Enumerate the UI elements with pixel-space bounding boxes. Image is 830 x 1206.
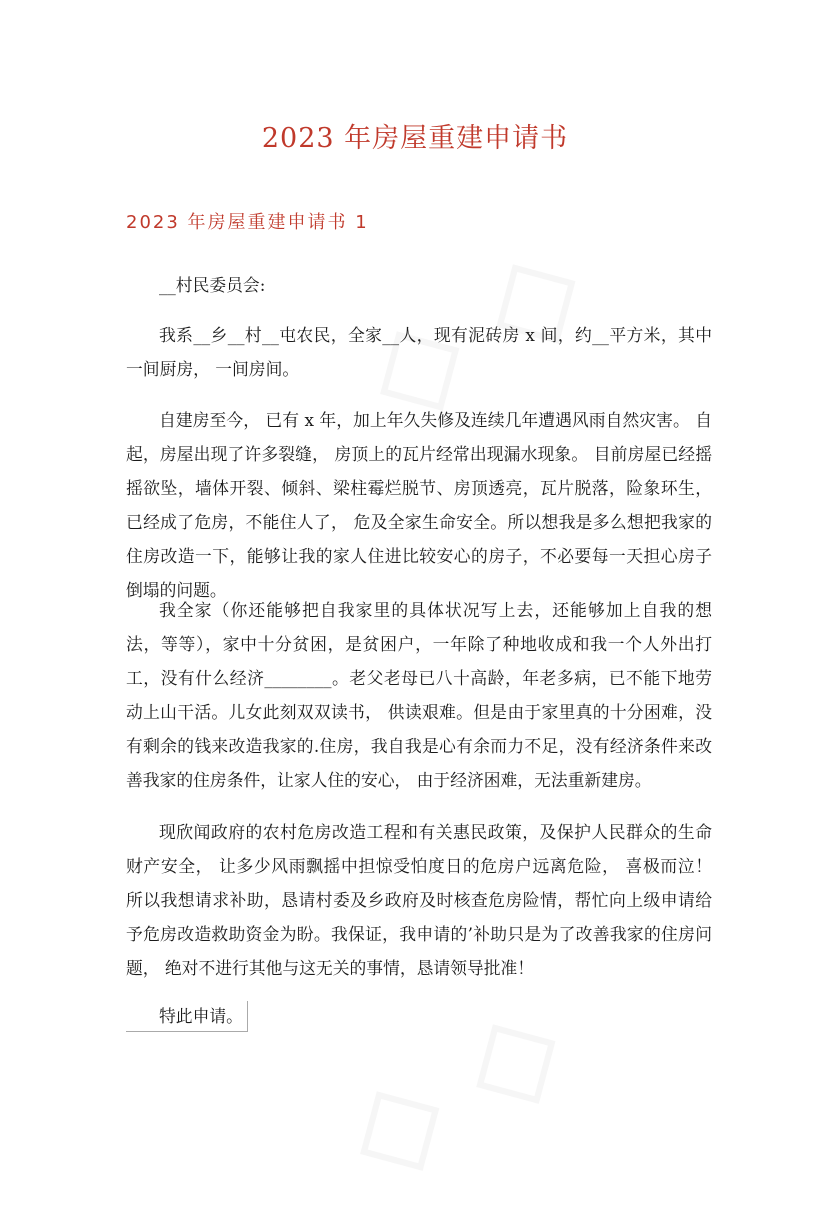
salutation: __村民委员会: [159, 275, 266, 295]
paragraph-1: 我系__乡__村__屯农民，全家__人，现有泥砖房 x 间，约__平方米，其中一间厨房， 一间房间。 [126, 325, 712, 379]
paragraph-3: 我全家（你还能够把自我家里的具体状况写上去，还能够加上自我的想法，等等），家中十分贫困，是贫困户，一年除了种地收成和我一个人外出打工，没有什么经济________。老父老母已八十高龄，年老多病，已不能下地劳动上山干活。儿女此刻双双读书， 供读艰难。但是由于家里真的十分困难，没有剩余的钱来改造我家的.住房，我自我是心有余而力不足，没有经济条件来改善我家的住房条件，让家人住的安心， 由于经济困难，无法重新建房。 [126, 600, 712, 790]
closing-text: 特此申请。 [126, 1001, 248, 1032]
paragraph-2: 自建房至今， 已有 x 年，加上年久失修及连续几年遭遇风雨自然灾害。 自起，房屋出现了许多裂缝， 房顶上的瓦片经常出现漏水现象。 目前房屋已经摇摇欲坠，墙体开裂、倾斜、梁柱霉烂脱节、房顶透亮，瓦片脱落，险象环生，已经成了危房，不能住人了， 危及全家生命安全。所以想我是多么想把我家的住房改造一下，能够让我的家人住进比较安心的房子，不必要每一天担心房子倒塌的问题。 [126, 410, 712, 600]
section-heading: 2023 年房屋重建申请书 1 [126, 212, 369, 233]
closing-line [126, 999, 712, 1033]
paragraph-4: 现欣闻政府的农村危房改造工程和有关惠民政策，及保护人民群众的生命财产安全， 让多少风雨飘摇中担惊受怕度日的危房户远离危险， 喜极而泣！ 所以我想请求补助，恳请村委及乡政府及时核查危房险情，帮忙向上级申请给予危房改造救助资金为盼。我保证，我申请的’补助只是为了改善我家的住房问题， 绝对不进行其他与这无关的事情，恳请领导批准！ [126, 822, 712, 978]
page-title: 2023 年房屋重建申请书 [261, 123, 569, 154]
